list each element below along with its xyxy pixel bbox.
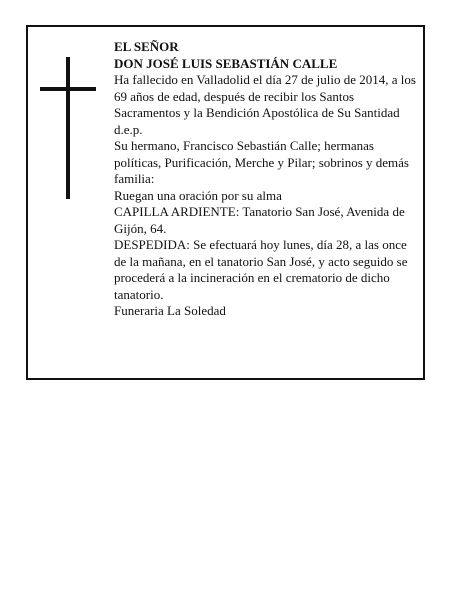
death-announcement: Ha fallecido en Valladolid el día 27 de julio de 2014, a los 69 años de edad, después de recibir los Santos Sacramentos y la Bendición Apostólica de Su Santidad d.e.p. [114, 72, 416, 137]
obituary-notice [26, 25, 425, 380]
farewell-info: DESPEDIDA: Se efectuará hoy lunes, día 28, a las once de la mañana, en el tanatorio San José, y acto seguido se procederá a la incineración en el crematorio de dicho tanatorio. [114, 237, 408, 302]
prayer-request: Ruegan una oración por su alma [114, 187, 282, 203]
cross-vertical-bar [66, 57, 70, 199]
deceased-name: DON JOSÉ LUIS SEBASTIÁN CALLE [114, 55, 338, 71]
heading-title: EL SEÑOR [114, 39, 179, 54]
cross-icon [40, 57, 96, 199]
chapel-info: CAPILLA ARDIENTE: Tanatorio San José, Avenida de Gijón, 64. [114, 204, 405, 236]
cross-horizontal-bar [40, 87, 96, 91]
family-list: Su hermano, Francisco Sebastián Calle; hermanas políticas, Purificación, Merche y Pilar; sobrinos y demás familia: [114, 138, 409, 186]
notice-text [114, 39, 419, 320]
funeral-home: Funeraria La Soledad [114, 303, 226, 318]
